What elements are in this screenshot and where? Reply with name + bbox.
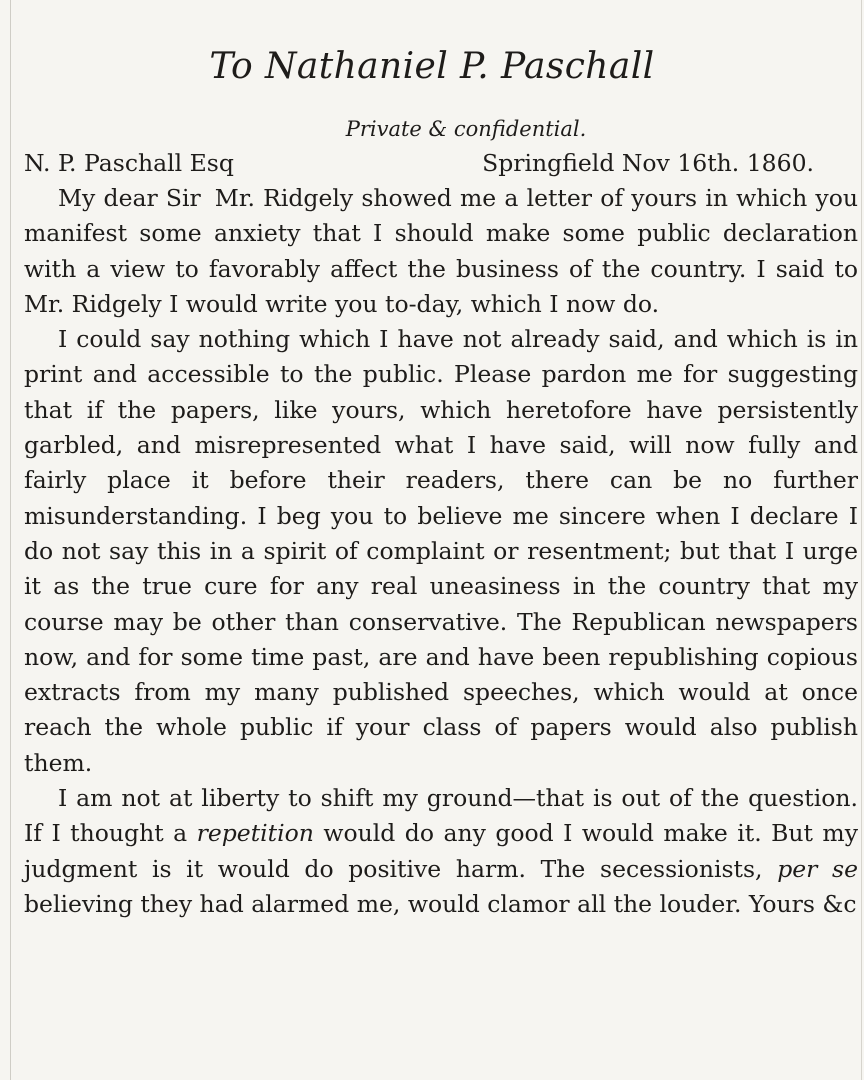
letter-subtitle: Private & confidential. xyxy=(345,117,587,141)
emphasis-repetition: repetition xyxy=(196,819,314,848)
letter-clipping xyxy=(24,32,860,922)
paragraph-2: I could say nothing which I have not already said, and which is in print and accessible to the public. Please pardon me for suggesting that if the papers, like yours, which heretofore have persistently garbled, and misrepresented what I have said, will now fully and fairly place it before their readers, there can be no further misunderstanding. I beg you to believe me sincere when I declare I do not say this in a spirit of complaint or resentment; but that I urge it as the true cure for any real uneasiness in the country that my course may be other than conservative. The Republican newspapers now, and for some time past, are and have been republishing copious extracts from my many published speeches, which would at once reach the whole public if your class of papers would also publish them. xyxy=(24,325,858,777)
letter-header xyxy=(24,146,860,181)
dateline: Springfield Nov 16th. 1860. xyxy=(482,149,814,177)
paragraph-3-text-a: I am not at liberty to shift my ground—that is out of the question. If I thought a xyxy=(24,784,858,848)
letter-title: To Nathaniel P. Paschall xyxy=(209,46,655,87)
salutation: My dear Sir xyxy=(58,184,201,212)
paragraph-1-text: Mr. Ridgely showed me a letter of yours in which you manifest some anxiety that I should make some public declaration with a view to favorably affect the business of the country. I said to Mr. Ridgely I would write you to-day, which I now do. xyxy=(24,184,858,318)
emphasis-per-se: per se xyxy=(777,854,858,883)
letter-body xyxy=(24,181,860,922)
paragraph-1 xyxy=(24,181,858,322)
clipping-right-edge xyxy=(861,0,862,1080)
paragraph-3 xyxy=(24,781,858,922)
paragraph-3-text-b: would do any good I would make it. But my judgment is it would do positive harm. The secessionists, xyxy=(24,819,858,883)
addressee: N. P. Paschall Esq xyxy=(24,149,234,177)
clipping-left-edge xyxy=(10,0,11,1080)
paragraph-3-text-c: believing they had alarmed me, would clamor all the louder. Yours &c xyxy=(24,889,857,918)
